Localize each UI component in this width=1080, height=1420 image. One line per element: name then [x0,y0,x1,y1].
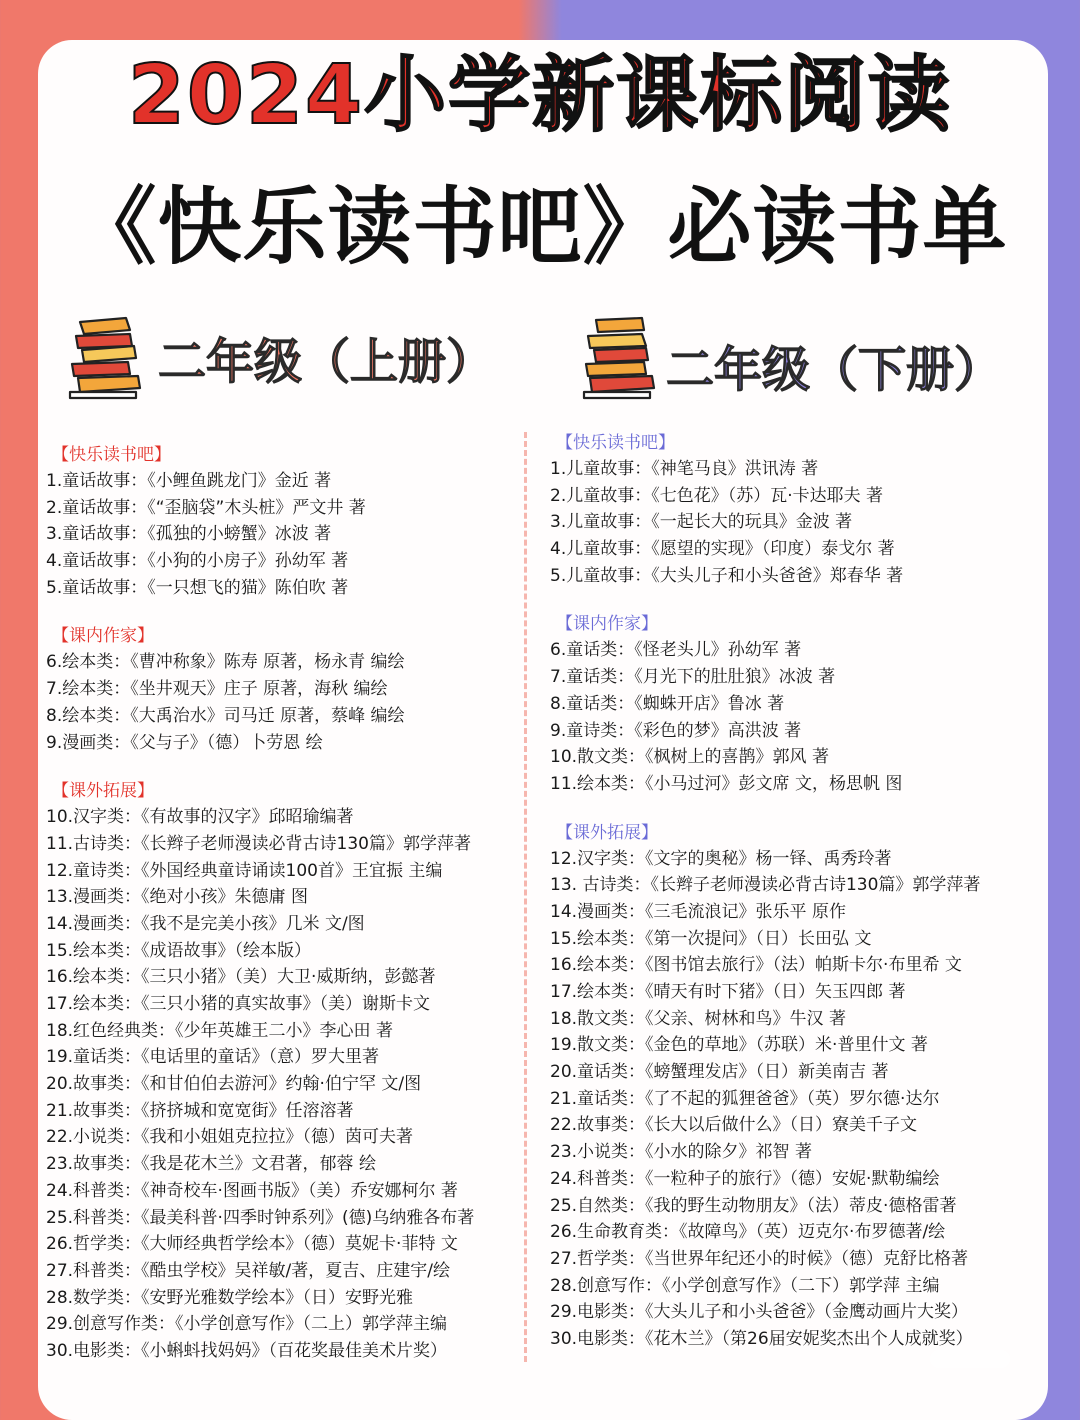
list-item: 4.儿童故事：《愿望的实现》（印度）泰戈尔 著 [550,539,895,560]
section-heading: 【课外拓展】 [52,781,154,802]
list-item: 24.科普类：《神奇校车·图画书版》（美）乔安娜柯尔 著 [46,1180,458,1201]
list-item: 21.故事类：《挤挤城和宽宽街》任溶溶著 [46,1100,354,1121]
column-divider [524,432,527,1362]
section-textbook-authors [550,611,1050,797]
list-item: 21.童话类：《了不起的狐狸爸爸》（英）罗尔德·达尔 [550,1088,940,1109]
list-item: 22.故事类：《长大以后做什么》（日）寮美千子文 [550,1115,918,1136]
list-item: 29.电影类：《大头儿子和小头爸爸》（金鹰动画片大奖） [550,1302,969,1323]
list-item: 27.哲学类：《当世界年纪还小的时候》（德）克舒比格著 [550,1248,969,1269]
section-happy-reading [550,430,1050,589]
list-item: 12.汉字类：《文字的奥秘》杨一铎、禹秀玲著 [550,848,892,869]
book-list-second-semester [550,430,1050,1375]
section-heading: 【快乐读书吧】 [556,433,675,453]
list-item: 13.漫画类：《绝对小孩》朱德庸 图 [46,887,308,908]
list-item: 20.故事类：《和甘伯伯去游河》约翰·伯宁罕 文/图 [46,1074,422,1095]
list-item: 20.童话类：《螃蟹理发店》（日）新美南吉 著 [550,1062,889,1083]
list-item: 18.红色经典类：《少年英雄王二小》李心田 著 [46,1020,393,1041]
list-item: 9.童诗类：《彩色的梦》高洪波 著 [550,720,802,741]
book-stack-icon [580,316,660,400]
section-heading: 【快乐读书吧】 [52,445,171,465]
list-item: 14.漫画类：《三毛流浪记》张乐平 原作 [550,901,846,922]
list-item: 16.绘本类：《图书馆去旅行》（法）帕斯卡尔·布里希 文 [550,955,962,976]
section-extended-reading [46,778,524,1364]
page-title: 2024小学新课标阅读 [127,48,953,143]
list-item: 22.小说类：《我和小姐姐克拉拉》（德）茵可夫著 [46,1127,414,1148]
list-item: 2.儿童故事：《七色花》（苏）瓦·卡达耶夫 著 [550,485,884,506]
list-item: 19.散文类：《金色的草地》（苏联）米·普里什文 著 [550,1035,928,1056]
list-item: 29.创意写作类：《小学创意写作》（二上）郭学萍主编 [46,1314,448,1335]
list-item: 17.绘本类：《晴天有时下猪》（日）矢玉四郎 著 [550,982,906,1002]
book-list-first-semester [46,442,524,1387]
list-item: 28.创意写作：《小学创意写作》（二下）郭学萍 主编 [550,1275,940,1296]
page-subtitle: 《快乐读书吧》必读书单 [72,178,1008,276]
list-item: 26.哲学类：《大师经典哲学绘本》（德）莫妮卡·菲特 文 [46,1234,458,1255]
list-item: 6.童话类：《怪老头儿》孙幼军 著 [550,640,802,661]
list-item: 18.散文类：《父亲、树林和鸟》牛汉 著 [550,1008,846,1029]
grade-heading-second-semester: 二年级（下册） [666,342,1003,398]
list-item: 27.科普类：《酷虫学校》吴祥敏/著，夏吉、庄建宇/绘 [46,1260,450,1281]
list-item: 30.电影类：《小蝌蚪找妈妈》（百花奖最佳美术片奖） [46,1340,448,1361]
list-item: 12.童诗类：《外国经典童诗诵读100首》王宜振 主编 [46,860,443,881]
section-textbook-authors [46,623,524,756]
list-item: 7.绘本类：《坐井观天》庄子 原著，海秋 编绘 [46,679,388,700]
list-item: 3.童话故事：《孤独的小螃蟹》冰波 著 [46,524,332,545]
list-item: 11.古诗类：《长辫子老师漫读必背古诗130篇》郭学萍著 [46,833,471,854]
list-item: 5.儿童故事：《大头儿子和小头爸爸》郑春华 著 [550,565,904,586]
list-item: 23.小说类：《小水的除夕》祁智 著 [550,1142,812,1163]
section-heading: 【课外拓展】 [556,822,658,843]
list-item: 26.生命教育类：《故障鸟》（英）迈克尔·布罗德著/绘 [550,1222,946,1243]
list-item: 15.绘本类：《第一次提问》（日）长田弘 文 [550,928,872,949]
list-item: 7.童话类：《月光下的肚肚狼》冰波 著 [550,667,836,688]
grade-heading-first-semester: 二年级（上册） [158,334,495,390]
list-item: 3.儿童故事：《一起长大的玩具》金波 著 [550,512,853,533]
list-item: 24.科普类：《一粒种子的旅行》（德）安妮·默勒编绘 [550,1168,940,1189]
list-item: 11.绘本类：《小马过河》彭文席 文，杨思帆 图 [550,773,903,794]
book-stack-icon [66,316,146,400]
list-item: 25.科普类：《最美科普·四季时钟系列》(德)乌纳雅各布著 [46,1207,475,1228]
list-item: 10.散文类：《枫树上的喜鹊》郭风 著 [550,747,829,768]
list-item: 2.童话故事：《“歪脑袋”木头桩》严文井 著 [46,497,366,518]
list-item: 8.绘本类：《大禹治水》司马迁 原著，蔡峰 编绘 [46,705,405,726]
watermark [930,1350,1010,1368]
list-item: 23.故事类：《我是花木兰》文君著，郁蓉 绘 [46,1154,376,1175]
list-item: 8.童话类：《蜘蛛开店》鲁冰 著 [550,693,785,714]
list-item: 25.自然类：《我的野生动物朋友》（法）蒂皮·德格雷著 [550,1195,957,1216]
list-item: 15.绘本类：《成语故事》（绘本版） [46,940,312,961]
section-extended-reading [550,820,1050,1353]
list-item: 30.电影类：《花木兰》（第26届安妮奖杰出个人成就奖） [550,1328,973,1349]
list-item: 13. 古诗类：《长辫子老师漫读必背古诗130篇》郭学萍著 [550,875,981,896]
section-happy-reading [46,442,524,601]
list-item: 4.童话故事：《小狗的小房子》孙幼军 著 [46,551,349,572]
list-item: 5.童话故事：《一只想飞的猫》陈伯吹 著 [46,577,349,598]
list-item: 14.漫画类：《我不是完美小孩》几米 文/图 [46,913,365,934]
list-item: 16.绘本类：《三只小猪》（美）大卫·威斯纳，彭懿著 [46,967,436,988]
section-heading: 【课内作家】 [556,614,658,635]
list-item: 28.数学类：《安野光雅数学绘本》（日）安野光雅 [46,1287,414,1308]
section-heading: 【课内作家】 [52,626,154,647]
list-item: 19.童话类：《电话里的童话》（意）罗大里著 [46,1047,380,1068]
list-item: 9.漫画类：《父与子》（德）卜劳恩 绘 [46,732,323,753]
list-item: 1.儿童故事：《神笔马良》洪讯涛 著 [550,459,819,479]
list-item: 6.绘本类：《曹冲称象》陈寿 原著，杨永青 编绘 [46,652,405,673]
list-item: 17.绘本类：《三只小猪的真实故事》（美）谢斯卡文 [46,994,431,1014]
list-item: 10.汉字类：《有故事的汉字》邱昭瑜编著 [46,807,354,828]
list-item: 1.童话故事：《小鲤鱼跳龙门》金近 著 [46,471,332,491]
